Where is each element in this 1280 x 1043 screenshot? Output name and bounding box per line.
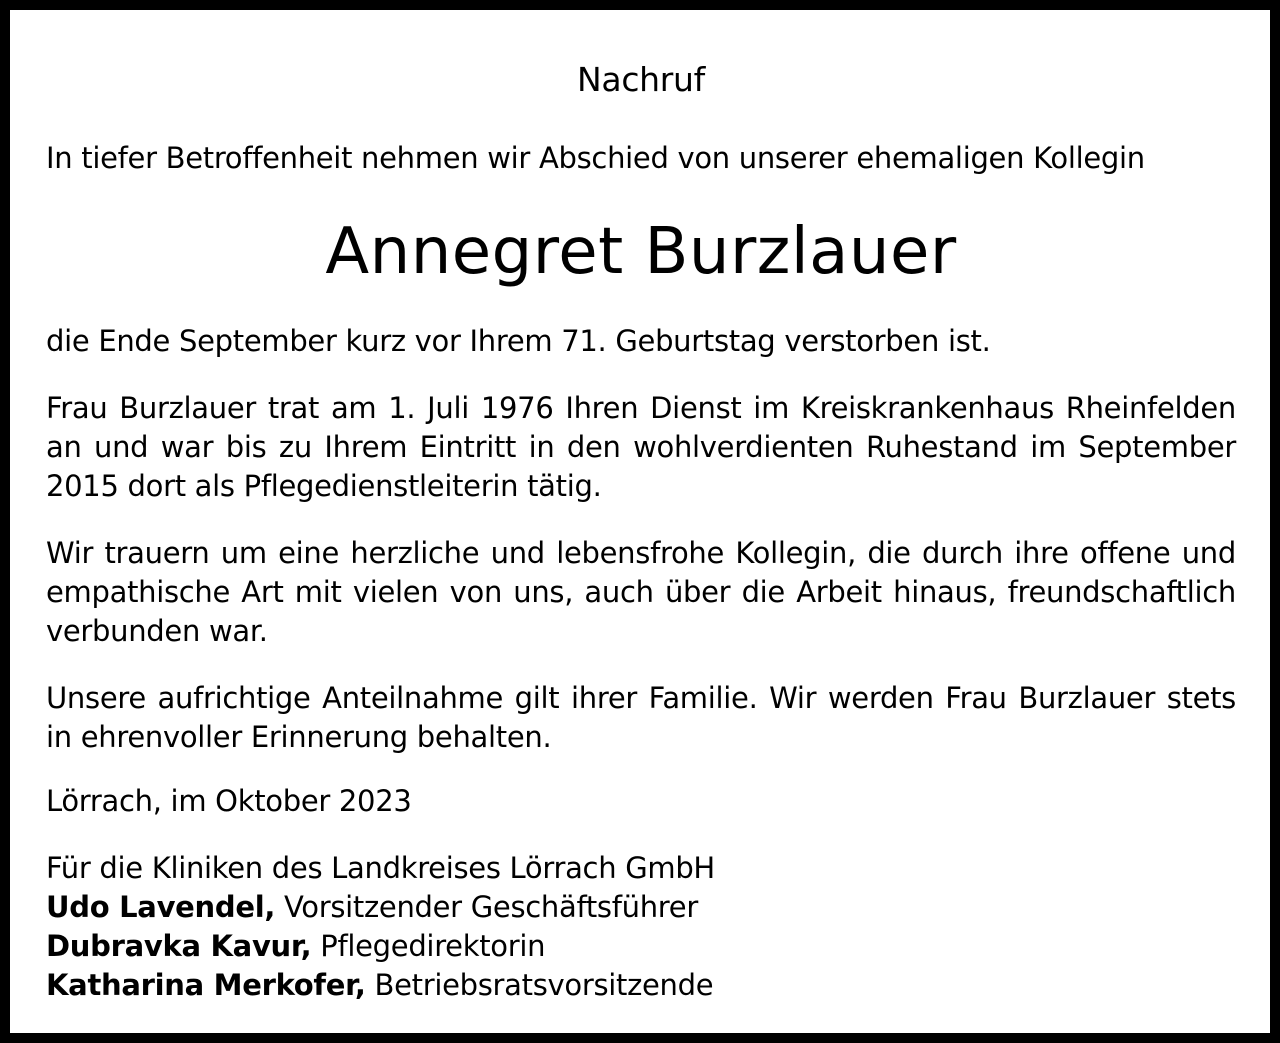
signatory-line [46,966,715,1005]
signatory-line [46,927,715,966]
signatory-role: Pflegedirektorin [320,929,546,963]
intro-text: In tiefer Betroffenheit nehmen wir Abschied von unserer ehemaligen Kollegin [46,141,1145,175]
signature-block [46,849,715,1005]
signatory-role: Betriebsratsvorsitzende [374,968,714,1002]
paragraph-mourning: Wir trauern um eine herzliche und lebensfrohe Kollegin, die durch ihre offene und empathische Art mit vielen von uns, auch über die Arbeit hinaus, freundschaftlich verbunden war. [46,536,1236,648]
paragraph-career: Frau Burzlauer trat am 1. Juli 1976 Ihren Dienst im Kreiskrankenhaus Rheinfelden an und war bis zu Ihrem Eintritt in den wohlverdienten Ruhestand im September 2015 dort als Pflegedienstleiterin tätig. [46,391,1236,503]
paragraph-condolence: Unsere aufrichtige Anteilnahme gilt ihrer Familie. Wir werden Frau Burzlauer stets in ehrenvoller Erinnerung behalten. [46,681,1236,754]
signatory-line [46,888,715,927]
notice-heading: Nachruf [577,60,705,99]
signatory-name: Katharina Merkofer, [46,968,366,1002]
paragraph-death-note: die Ende September kurz vor Ihrem 71. Geburtstag verstorben ist. [46,324,991,358]
signatory-name: Udo Lavendel, [46,890,276,924]
place-and-date: Lörrach, im Oktober 2023 [46,784,412,818]
deceased-name: Annegret Burzlauer [325,215,957,289]
signatory-role: Vorsitzender Geschäftsführer [284,890,698,924]
signatory-name: Dubravka Kavur, [46,929,312,963]
organization-line: Für die Kliniken des Landkreises Lörrach GmbH [46,851,715,885]
